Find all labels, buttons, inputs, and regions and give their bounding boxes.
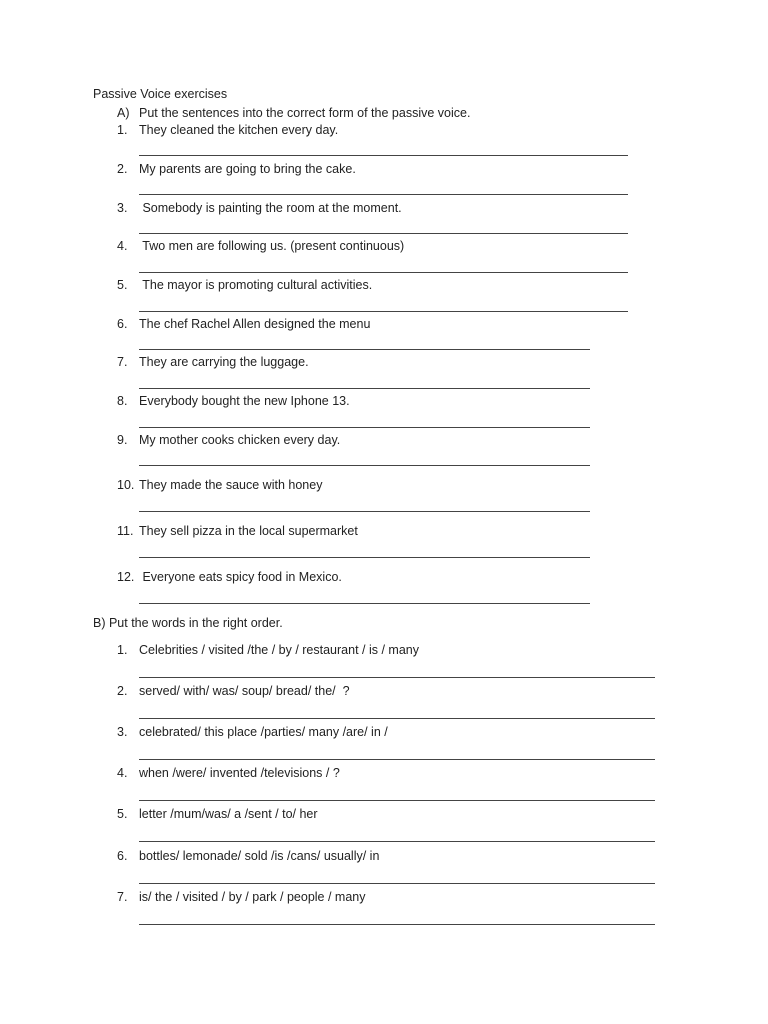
- page-title: Passive Voice exercises: [93, 87, 228, 101]
- item-number: 10.: [117, 478, 135, 492]
- item-sentence: The mayor is promoting cultural activities.: [139, 278, 373, 292]
- section-a-instruction: Put the sentences into the correct form of the passive voice.: [139, 106, 471, 120]
- answer-line[interactable]: [139, 677, 655, 678]
- item-number: 1.: [117, 123, 128, 137]
- item-number: 4.: [117, 239, 128, 253]
- item-number: 2.: [117, 162, 128, 176]
- answer-line[interactable]: [139, 233, 628, 234]
- answer-line[interactable]: [139, 194, 628, 195]
- item-sentence: The chef Rachel Allen designed the menu: [139, 317, 371, 331]
- item-number: 11.: [117, 524, 134, 538]
- item-number: 6.: [117, 317, 128, 331]
- item-number: 1.: [117, 643, 128, 657]
- item-number: 7.: [117, 890, 128, 904]
- item-number: 3.: [117, 201, 128, 215]
- item-words: served/ with/ was/ soup/ bread/ the/ ?: [139, 684, 350, 698]
- item-words: when /were/ invented /televisions / ?: [139, 766, 340, 780]
- item-number: 9.: [117, 433, 128, 447]
- item-sentence: Two men are following us. (present continuous): [139, 239, 405, 253]
- answer-line[interactable]: [139, 349, 590, 350]
- item-sentence: Everybody bought the new Iphone 13.: [139, 394, 350, 408]
- item-words: celebrated/ this place /parties/ many /are/ in /: [139, 725, 388, 739]
- item-words: is/ the / visited / by / park / people / many: [139, 890, 366, 904]
- answer-line[interactable]: [139, 883, 655, 884]
- item-number: 4.: [117, 766, 128, 780]
- item-sentence: My mother cooks chicken every day.: [139, 433, 341, 447]
- item-number: 7.: [117, 355, 128, 369]
- section-b-heading: B) Put the words in the right order.: [93, 616, 283, 630]
- item-number: 5.: [117, 807, 128, 821]
- item-number: 3.: [117, 725, 128, 739]
- item-words: Celebrities / visited /the / by / restaurant / is / many: [139, 643, 419, 657]
- answer-line[interactable]: [139, 465, 590, 466]
- item-number: 12.: [117, 570, 135, 584]
- answer-line[interactable]: [139, 311, 628, 312]
- answer-line[interactable]: [139, 511, 590, 512]
- item-sentence: They made the sauce with honey: [139, 478, 323, 492]
- answer-line[interactable]: [139, 388, 590, 389]
- item-sentence: They cleaned the kitchen every day.: [139, 123, 339, 137]
- section-a-marker: A): [117, 106, 130, 120]
- item-words: bottles/ lemonade/ sold /is /cans/ usually/ in: [139, 849, 380, 863]
- answer-line[interactable]: [139, 272, 628, 273]
- answer-line[interactable]: [139, 924, 655, 925]
- item-sentence: Somebody is painting the room at the moment.: [139, 201, 402, 215]
- answer-line[interactable]: [139, 759, 655, 760]
- answer-line[interactable]: [139, 427, 590, 428]
- item-number: 2.: [117, 684, 128, 698]
- item-sentence: They sell pizza in the local supermarket: [139, 524, 358, 538]
- answer-line[interactable]: [139, 800, 655, 801]
- answer-line[interactable]: [139, 718, 655, 719]
- item-number: 8.: [117, 394, 128, 408]
- item-sentence: They are carrying the luggage.: [139, 355, 309, 369]
- item-number: 6.: [117, 849, 128, 863]
- item-sentence: Everyone eats spicy food in Mexico.: [139, 570, 342, 584]
- answer-line[interactable]: [139, 155, 628, 156]
- item-words: letter /mum/was/ a /sent / to/ her: [139, 807, 318, 821]
- item-sentence: My parents are going to bring the cake.: [139, 162, 356, 176]
- answer-line[interactable]: [139, 557, 590, 558]
- answer-line[interactable]: [139, 841, 655, 842]
- item-number: 5.: [117, 278, 128, 292]
- answer-line[interactable]: [139, 603, 590, 604]
